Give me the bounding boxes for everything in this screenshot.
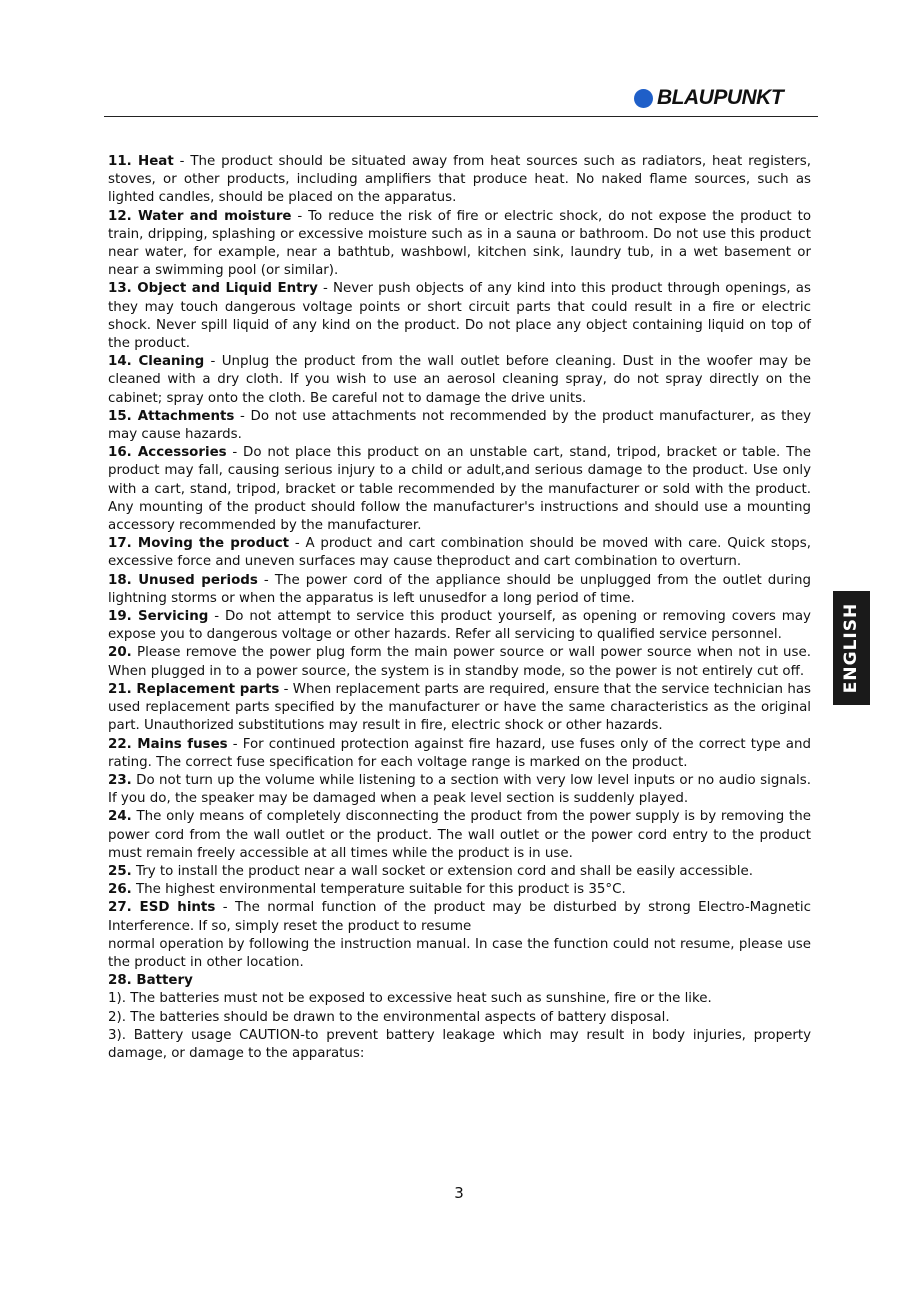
language-tab-label: ENGLISH	[841, 602, 862, 694]
instruction-text: - A product and cart combination should be moved with care. Quick stops, excessive force and uneven surfaces may cause theproduct and cart combination to overturn.	[108, 536, 811, 570]
instruction-text: - The power cord of the appliance should be unplugged from the outlet during lightning storms or when the apparatus is left unusedfor a long period of time.	[108, 572, 811, 606]
instruction-text: 3). Battery usage CAUTION-to prevent battery leakage which may result in body injuries, property damage, or damage to the apparatus:	[108, 1027, 811, 1061]
instruction-paragraph	[108, 863, 811, 881]
instruction-paragraph	[108, 408, 811, 444]
instruction-heading: 22. Mains fuses	[108, 736, 228, 752]
instruction-heading: 18. Unused periods	[108, 572, 258, 588]
instruction-text: - Never push objects of any kind into this product through openings, as they may touch dangerous voltage points or short circuit parts that could result in a fire or electric shock. Never spill liquid of any kind on the product. Do not place any object containing liquid on top of the product.	[108, 281, 811, 352]
instruction-paragraph	[108, 808, 811, 863]
instruction-text: - Do not place this product on an unstable cart, stand, tripod, bracket or table. The product may fall, causing serious injury to a child or adult,and serious damage to the product. Use only with a cart, stand, tripod, bracket or table recommended by the manufacturer or sold with the product. Any mounting of the product should follow the manufacturer's instructions and should use a mounting accessory recommended by the manufacturer.	[108, 445, 811, 534]
instruction-heading: 13. Object and Liquid Entry	[108, 281, 318, 297]
instruction-paragraph	[108, 208, 811, 281]
instruction-heading: 12. Water and moisture	[108, 208, 292, 224]
brand-dot-icon	[634, 89, 653, 108]
page-number: 3	[454, 1184, 464, 1202]
instruction-heading: 26.	[108, 882, 132, 898]
instruction-paragraph	[108, 1009, 811, 1027]
instruction-paragraph	[108, 936, 811, 972]
instruction-heading: 23.	[108, 772, 132, 788]
instruction-paragraph	[108, 736, 811, 772]
instruction-text: normal operation by following the instruction manual. In case the function could not resume, please use the product in other location.	[108, 936, 811, 970]
instruction-text: - Unplug the product from the wall outlet before cleaning. Dust in the woofer may be cleaned with a dry cloth. If you wish to use an aerosol cleaning spray, do not spray directly on the cabinet; spray onto the cloth. Be careful not to damage the drive units.	[108, 354, 811, 406]
instruction-heading: 25.	[108, 863, 132, 879]
instruction-text: Please remove the power plug form the main power source or wall power source when not in use. When plugged in to a power source, the system is in standby mode, so the power is not entirely cut off.	[108, 645, 811, 679]
instruction-heading: 14. Cleaning	[108, 354, 205, 370]
instruction-paragraph	[108, 644, 811, 680]
instruction-text: - The product should be situated away from heat sources such as radiators, heat registers, stoves, or other products, including amplifiers that produce heat. No naked flame sources, such as lighted candles, should be placed on the apparatus.	[108, 154, 812, 206]
instruction-paragraph	[108, 899, 811, 935]
instruction-paragraph	[108, 572, 811, 608]
instruction-heading: 20.	[108, 645, 132, 661]
instruction-text: - The normal function of the product may be disturbed by strong Electro-Magnetic Interference. If so, simply reset the product to resume	[108, 900, 811, 934]
language-tab	[833, 591, 870, 705]
instruction-text: - When replacement parts are required, ensure that the service technician has used replacement parts specified by the manufacturer or have the same characteristics as the original part. Unauthorized substitutions may result in fire, electric shock or other hazards.	[108, 681, 812, 734]
instruction-paragraph	[108, 280, 811, 353]
instruction-heading: 27. ESD hints	[108, 900, 216, 916]
instruction-text: 2). The batteries should be drawn to the environmental aspects of battery disposal.	[108, 1009, 670, 1025]
instruction-heading: 15. Attachments	[108, 408, 235, 424]
safety-instructions	[108, 153, 811, 1063]
instruction-text: Try to install the product near a wall socket or extension cord and shall be easily accessible.	[131, 863, 753, 879]
instruction-text: - Do not use attachments not recommended by the product manufacturer, as they may cause hazards.	[108, 408, 811, 443]
instruction-text: The only means of completely disconnecting the product from the power supply is by removing the power cord from the wall outlet or the product. The wall outlet or the power cord entry to the product must remain freely accessible at all times while the product is in use.	[108, 809, 811, 861]
instruction-heading: 11. Heat	[108, 154, 174, 169]
instruction-paragraph	[108, 681, 811, 736]
instruction-heading: 17. Moving the product	[108, 536, 290, 552]
instruction-text: - To reduce the risk of fire or electric shock, do not expose the product to train, dripping, splashing or excessive moisture such as in a sauna or bathroom. Do not use this product near water, for example, near a bathtub, washbowl, kitchen sink, laundry tub, in a wet basement or near a swimming pool (or similar).	[108, 208, 812, 279]
instruction-text: - Do not attempt to service this product yourself, as opening or removing covers may expose you to dangerous voltage or other hazards. Refer all servicing to qualified service personnel.	[108, 609, 811, 643]
instruction-paragraph	[108, 990, 811, 1008]
instruction-heading: 24.	[108, 809, 132, 825]
instruction-paragraph	[108, 153, 811, 208]
instruction-heading: 16. Accessories	[108, 445, 227, 461]
instruction-heading: 21. Replacement parts	[108, 681, 280, 697]
brand-logo	[634, 86, 783, 110]
header-divider	[104, 116, 818, 117]
instruction-heading: 19. Servicing	[108, 609, 209, 625]
instruction-text: The highest environmental temperature suitable for this product is 35°C.	[131, 882, 626, 898]
instruction-paragraph	[108, 608, 811, 644]
instruction-paragraph	[108, 1027, 811, 1063]
instruction-paragraph	[108, 444, 811, 535]
instruction-heading: 28. Battery	[108, 973, 193, 989]
instruction-paragraph	[108, 353, 811, 408]
instruction-paragraph	[108, 972, 811, 990]
brand-name: BLAUPUNKT	[657, 86, 784, 109]
instruction-text: - For continued protection against fire hazard, use fuses only of the correct type and rating. The correct fuse specification for each voltage range is marked on the product.	[108, 736, 811, 770]
instruction-text: 1). The batteries must not be exposed to excessive heat such as sunshine, fire or the like.	[108, 991, 712, 1007]
instruction-paragraph	[108, 535, 811, 571]
instruction-paragraph	[108, 772, 811, 808]
instruction-paragraph	[108, 881, 811, 899]
instruction-text: Do not turn up the volume while listening to a section with very low level inputs or no audio signals. If you do, the speaker may be damaged when a peak level section is suddenly played.	[108, 772, 811, 807]
